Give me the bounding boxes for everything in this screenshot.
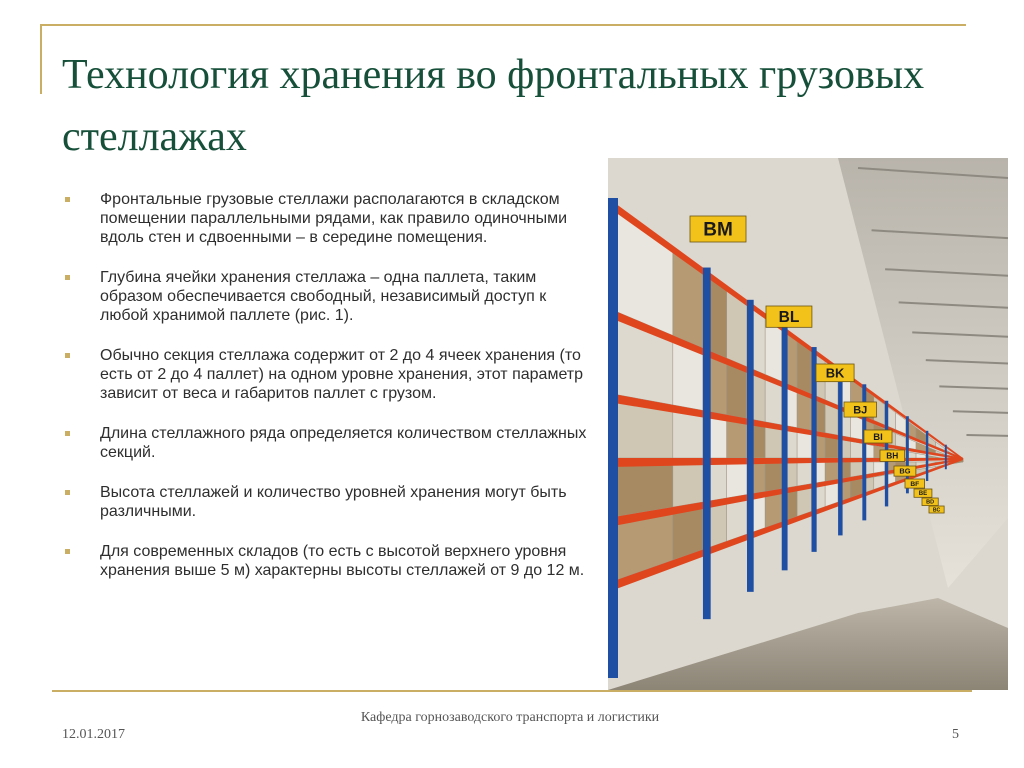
rack-upright xyxy=(608,198,618,678)
bullet-list xyxy=(60,190,590,601)
rack-upright xyxy=(782,325,788,570)
pallet-load xyxy=(850,462,862,477)
pallet-load xyxy=(797,488,811,517)
bullet-text: Для современных складов (то есть с высотой верхнего уровня хранения выше 5 м) характерны высоты стеллажей от 9 до 12 м. xyxy=(100,543,585,579)
aisle-sign-label: BC xyxy=(932,507,941,514)
bullet-icon xyxy=(65,490,70,495)
bottom-rule xyxy=(52,690,972,692)
bullet-text: Фронтальные грузовые стеллажи располагаются в складском помещении параллельными рядами, как правило одиночными вдоль стен и сдвоенными – в середине помещения. xyxy=(100,191,567,246)
aisle-sign-label: BE xyxy=(918,490,928,498)
pallet-load xyxy=(765,426,782,458)
pallet-load xyxy=(727,419,747,458)
pallet-load xyxy=(825,462,838,481)
bullet-icon xyxy=(65,275,70,280)
rack-upright xyxy=(838,367,842,536)
top-rule xyxy=(40,24,966,26)
warehouse-rack-photo xyxy=(608,158,1008,690)
left-rule xyxy=(40,24,42,94)
warehouse-illustration xyxy=(608,158,1008,690)
aisle-sign-label: BI xyxy=(873,431,883,443)
pallet-load xyxy=(727,499,747,542)
bullet-item xyxy=(60,483,590,521)
aisle-sign-label: BL xyxy=(778,308,800,326)
rack-upright xyxy=(703,268,711,620)
slide-number: 5 xyxy=(952,727,959,742)
aisle-sign-label: BM xyxy=(703,219,733,241)
pallet-load xyxy=(765,493,782,528)
bullet-item xyxy=(60,190,590,247)
footer-department: Кафедра горнозаводского транспорта и логистики xyxy=(360,710,660,725)
bullet-text: Высота стеллажей и количество уровней хранения могут быть различными. xyxy=(100,484,567,520)
bullet-text: Обычно секция стеллажа содержит от 2 до 4 ячеек хранения (то есть от 2 до 4 паллет) на одном уровне хранения, этот параметр зависит от веса и габаритов паллет с грузом. xyxy=(100,347,584,402)
bullet-text: Глубина ячейки хранения стеллажа – одна паллета, таким образом обеспечивается свободный, независимый доступ к любой хранимой паллете (рис. 1). xyxy=(100,269,547,324)
bullet-item xyxy=(60,268,590,325)
aisle-sign-label: BK xyxy=(825,365,845,381)
footer-date: 12.01.2017 xyxy=(62,727,125,742)
rack-upright xyxy=(945,445,947,470)
rack-upright xyxy=(747,300,754,592)
aisle-sign-label: BH xyxy=(886,450,899,461)
pallet-load xyxy=(765,462,782,491)
slide-title: Технология хранения во фронтальных грузовых стеллажах xyxy=(62,52,925,160)
bullet-item xyxy=(60,346,590,403)
pallet-load xyxy=(797,462,811,486)
aisle-sign-label: BG xyxy=(899,466,911,476)
bullet-text: Длина стеллажного ряда определяется количеством стеллажных секций. xyxy=(100,425,587,461)
pallet-load xyxy=(825,437,838,458)
pallet-load xyxy=(673,462,703,507)
pallet-load xyxy=(797,432,811,458)
bullet-item xyxy=(60,542,590,580)
aisle-sign-label: BF xyxy=(910,480,920,488)
bullet-icon xyxy=(65,197,70,202)
bullet-icon xyxy=(65,431,70,436)
rack-upright xyxy=(926,431,928,481)
bullet-item xyxy=(60,424,590,462)
pallet-load xyxy=(727,462,747,498)
pallet-load xyxy=(850,441,862,458)
bullet-icon xyxy=(65,353,70,358)
aisle-sign-label: BJ xyxy=(853,404,868,417)
aisle-sign-label: BD xyxy=(926,499,935,506)
pallet-load xyxy=(874,462,885,473)
ceiling-beam xyxy=(966,435,1008,436)
bullet-icon xyxy=(65,549,70,554)
